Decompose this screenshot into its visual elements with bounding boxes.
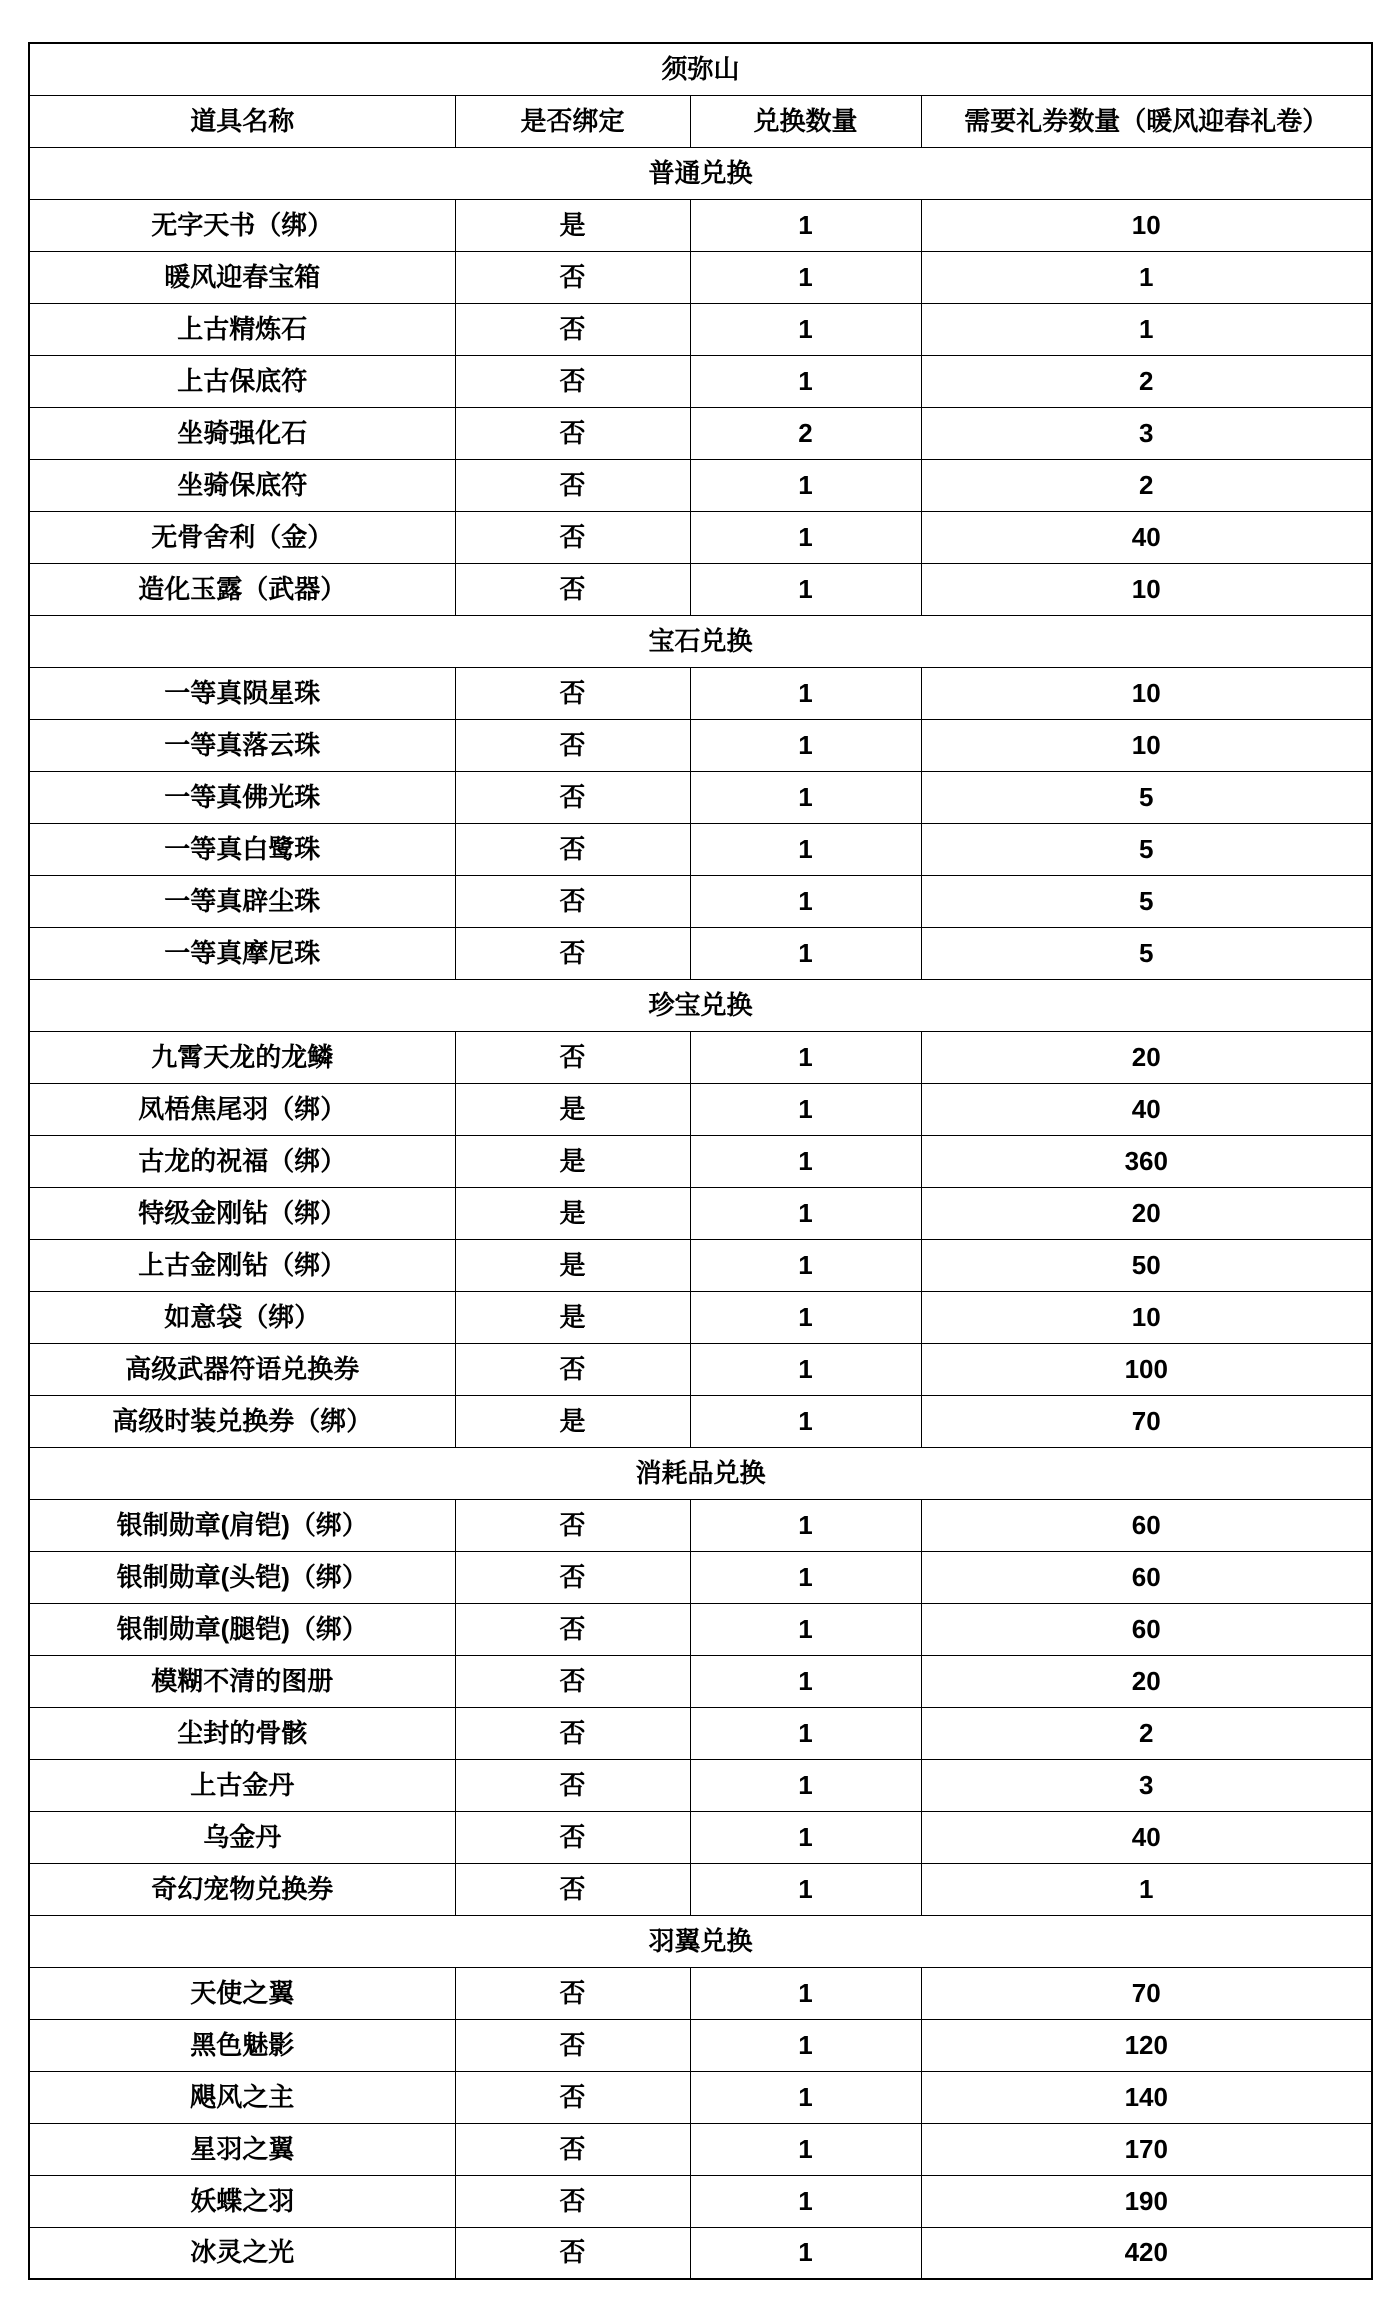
ticket-cost-cell: 70 xyxy=(921,1395,1372,1447)
ticket-cost-cell: 70 xyxy=(921,1967,1372,2019)
ticket-cost-cell: 190 xyxy=(921,2175,1372,2227)
bind-flag-cell: 否 xyxy=(455,459,690,511)
bind-flag-cell: 否 xyxy=(455,771,690,823)
item-row xyxy=(29,1863,1372,1915)
exchange-qty-cell: 1 xyxy=(690,927,921,979)
exchange-qty-cell: 1 xyxy=(690,1083,921,1135)
exchange-qty-cell: 1 xyxy=(690,1655,921,1707)
column-header-bind-flag: 是否绑定 xyxy=(455,95,690,147)
exchange-qty-cell: 1 xyxy=(690,1031,921,1083)
bind-flag-cell: 否 xyxy=(455,1655,690,1707)
item-row xyxy=(29,1499,1372,1551)
bind-flag-cell: 否 xyxy=(455,2071,690,2123)
item-row xyxy=(29,251,1372,303)
item-row xyxy=(29,1343,1372,1395)
bind-flag-cell: 否 xyxy=(455,563,690,615)
bind-flag-cell: 否 xyxy=(455,927,690,979)
exchange-qty-cell: 1 xyxy=(690,511,921,563)
item-row xyxy=(29,1655,1372,1707)
item-row xyxy=(29,771,1372,823)
bind-flag-cell: 否 xyxy=(455,1551,690,1603)
exchange-qty-cell: 1 xyxy=(690,2071,921,2123)
ticket-cost-cell: 10 xyxy=(921,667,1372,719)
ticket-cost-cell: 60 xyxy=(921,1551,1372,1603)
ticket-cost-cell: 120 xyxy=(921,2019,1372,2071)
ticket-cost-cell: 3 xyxy=(921,1759,1372,1811)
ticket-cost-cell: 20 xyxy=(921,1187,1372,1239)
bind-flag-cell: 否 xyxy=(455,1863,690,1915)
item-row xyxy=(29,1759,1372,1811)
item-row xyxy=(29,1395,1372,1447)
ticket-cost-cell: 10 xyxy=(921,199,1372,251)
item-row xyxy=(29,2227,1372,2279)
item-row xyxy=(29,199,1372,251)
ticket-cost-cell: 20 xyxy=(921,1655,1372,1707)
item-row xyxy=(29,1135,1372,1187)
bind-flag-cell: 是 xyxy=(455,1187,690,1239)
exchange-qty-cell: 1 xyxy=(690,875,921,927)
ticket-cost-cell: 420 xyxy=(921,2227,1372,2279)
item-row xyxy=(29,1603,1372,1655)
item-row xyxy=(29,1083,1372,1135)
section-row xyxy=(29,1447,1372,1499)
ticket-cost-cell: 1 xyxy=(921,251,1372,303)
item-row xyxy=(29,719,1372,771)
exchange-qty-cell: 1 xyxy=(690,1291,921,1343)
bind-flag-cell: 否 xyxy=(455,303,690,355)
item-row xyxy=(29,407,1372,459)
item-name-cell: 无字天书（绑） xyxy=(29,199,455,251)
exchange-qty-cell: 1 xyxy=(690,1551,921,1603)
ticket-cost-cell: 40 xyxy=(921,511,1372,563)
bind-flag-cell: 是 xyxy=(455,1291,690,1343)
exchange-qty-cell: 1 xyxy=(690,719,921,771)
ticket-cost-cell: 5 xyxy=(921,823,1372,875)
item-row xyxy=(29,303,1372,355)
bind-flag-cell: 否 xyxy=(455,407,690,459)
item-row xyxy=(29,1291,1372,1343)
table-body xyxy=(29,43,1372,2279)
bind-flag-cell: 否 xyxy=(455,355,690,407)
bind-flag-cell: 否 xyxy=(455,2123,690,2175)
item-name-cell: 天使之翼 xyxy=(29,1967,455,2019)
bind-flag-cell: 是 xyxy=(455,199,690,251)
item-row xyxy=(29,1707,1372,1759)
bind-flag-cell: 否 xyxy=(455,2175,690,2227)
exchange-qty-cell: 1 xyxy=(690,2175,921,2227)
exchange-qty-cell: 1 xyxy=(690,771,921,823)
ticket-cost-cell: 100 xyxy=(921,1343,1372,1395)
item-row xyxy=(29,2071,1372,2123)
item-name-cell: 冰灵之光 xyxy=(29,2227,455,2279)
section-title: 羽翼兑换 xyxy=(29,1915,1372,1967)
ticket-cost-cell: 2 xyxy=(921,459,1372,511)
exchange-qty-cell: 1 xyxy=(690,355,921,407)
ticket-cost-cell: 360 xyxy=(921,1135,1372,1187)
bind-flag-cell: 否 xyxy=(455,1707,690,1759)
item-name-cell: 九霄天龙的龙鳞 xyxy=(29,1031,455,1083)
item-name-cell: 银制勋章(头铠)（绑） xyxy=(29,1551,455,1603)
exchange-qty-cell: 1 xyxy=(690,1603,921,1655)
item-row xyxy=(29,667,1372,719)
item-row xyxy=(29,511,1372,563)
exchange-table-container xyxy=(28,42,1371,2280)
item-name-cell: 上古精炼石 xyxy=(29,303,455,355)
exchange-qty-cell: 1 xyxy=(690,1759,921,1811)
column-header-item-name: 道具名称 xyxy=(29,95,455,147)
item-row xyxy=(29,1187,1372,1239)
ticket-cost-cell: 20 xyxy=(921,1031,1372,1083)
bind-flag-cell: 是 xyxy=(455,1083,690,1135)
ticket-cost-cell: 40 xyxy=(921,1083,1372,1135)
item-name-cell: 奇幻宠物兑换券 xyxy=(29,1863,455,1915)
item-name-cell: 高级武器符语兑换券 xyxy=(29,1343,455,1395)
section-title: 普通兑换 xyxy=(29,147,1372,199)
bind-flag-cell: 否 xyxy=(455,2019,690,2071)
exchange-qty-cell: 1 xyxy=(690,2019,921,2071)
exchange-qty-cell: 1 xyxy=(690,1135,921,1187)
item-row xyxy=(29,823,1372,875)
ticket-cost-cell: 40 xyxy=(921,1811,1372,1863)
item-name-cell: 上古保底符 xyxy=(29,355,455,407)
section-title: 消耗品兑换 xyxy=(29,1447,1372,1499)
item-name-cell: 如意袋（绑） xyxy=(29,1291,455,1343)
exchange-qty-cell: 1 xyxy=(690,667,921,719)
item-name-cell: 古龙的祝福（绑） xyxy=(29,1135,455,1187)
item-row xyxy=(29,1811,1372,1863)
item-name-cell: 星羽之翼 xyxy=(29,2123,455,2175)
exchange-qty-cell: 1 xyxy=(690,1239,921,1291)
exchange-qty-cell: 2 xyxy=(690,407,921,459)
exchange-qty-cell: 1 xyxy=(690,1707,921,1759)
title-row xyxy=(29,43,1372,95)
table-title: 须弥山 xyxy=(29,43,1372,95)
item-row xyxy=(29,355,1372,407)
ticket-cost-cell: 10 xyxy=(921,719,1372,771)
bind-flag-cell: 否 xyxy=(455,667,690,719)
item-row xyxy=(29,2123,1372,2175)
item-name-cell: 无骨舍利（金） xyxy=(29,511,455,563)
exchange-qty-cell: 1 xyxy=(690,563,921,615)
column-header-exchange-qty: 兑换数量 xyxy=(690,95,921,147)
exchange-table xyxy=(28,42,1373,2280)
exchange-qty-cell: 1 xyxy=(690,823,921,875)
bind-flag-cell: 是 xyxy=(455,1239,690,1291)
item-row xyxy=(29,1031,1372,1083)
item-name-cell: 银制勋章(腿铠)（绑） xyxy=(29,1603,455,1655)
item-row xyxy=(29,927,1372,979)
bind-flag-cell: 否 xyxy=(455,1967,690,2019)
item-name-cell: 黑色魅影 xyxy=(29,2019,455,2071)
column-header-ticket-cost: 需要礼券数量（暖风迎春礼卷） xyxy=(921,95,1372,147)
ticket-cost-cell: 2 xyxy=(921,355,1372,407)
ticket-cost-cell: 2 xyxy=(921,1707,1372,1759)
item-name-cell: 模糊不清的图册 xyxy=(29,1655,455,1707)
ticket-cost-cell: 5 xyxy=(921,771,1372,823)
bind-flag-cell: 否 xyxy=(455,511,690,563)
section-row xyxy=(29,615,1372,667)
exchange-qty-cell: 1 xyxy=(690,459,921,511)
ticket-cost-cell: 140 xyxy=(921,2071,1372,2123)
ticket-cost-cell: 3 xyxy=(921,407,1372,459)
exchange-qty-cell: 1 xyxy=(690,1499,921,1551)
bind-flag-cell: 否 xyxy=(455,875,690,927)
ticket-cost-cell: 10 xyxy=(921,563,1372,615)
item-name-cell: 乌金丹 xyxy=(29,1811,455,1863)
item-name-cell: 坐骑保底符 xyxy=(29,459,455,511)
bind-flag-cell: 否 xyxy=(455,2227,690,2279)
item-name-cell: 飓风之主 xyxy=(29,2071,455,2123)
exchange-qty-cell: 1 xyxy=(690,2123,921,2175)
ticket-cost-cell: 170 xyxy=(921,2123,1372,2175)
item-row xyxy=(29,563,1372,615)
exchange-qty-cell: 1 xyxy=(690,1811,921,1863)
section-title: 宝石兑换 xyxy=(29,615,1372,667)
item-row xyxy=(29,2019,1372,2071)
section-row xyxy=(29,1915,1372,1967)
bind-flag-cell: 否 xyxy=(455,1759,690,1811)
exchange-qty-cell: 1 xyxy=(690,2227,921,2279)
bind-flag-cell: 是 xyxy=(455,1395,690,1447)
item-name-cell: 暖风迎春宝箱 xyxy=(29,251,455,303)
item-name-cell: 妖蝶之羽 xyxy=(29,2175,455,2227)
ticket-cost-cell: 1 xyxy=(921,303,1372,355)
item-row xyxy=(29,1967,1372,2019)
bind-flag-cell: 是 xyxy=(455,1135,690,1187)
item-name-cell: 一等真摩尼珠 xyxy=(29,927,455,979)
bind-flag-cell: 否 xyxy=(455,1603,690,1655)
exchange-qty-cell: 1 xyxy=(690,1187,921,1239)
item-name-cell: 凤梧焦尾羽（绑） xyxy=(29,1083,455,1135)
item-name-cell: 一等真辟尘珠 xyxy=(29,875,455,927)
bind-flag-cell: 否 xyxy=(455,1343,690,1395)
header-row xyxy=(29,95,1372,147)
exchange-qty-cell: 1 xyxy=(690,251,921,303)
item-name-cell: 一等真陨星珠 xyxy=(29,667,455,719)
bind-flag-cell: 否 xyxy=(455,1031,690,1083)
ticket-cost-cell: 10 xyxy=(921,1291,1372,1343)
ticket-cost-cell: 50 xyxy=(921,1239,1372,1291)
ticket-cost-cell: 1 xyxy=(921,1863,1372,1915)
item-name-cell: 一等真落云珠 xyxy=(29,719,455,771)
item-name-cell: 坐骑强化石 xyxy=(29,407,455,459)
ticket-cost-cell: 5 xyxy=(921,927,1372,979)
exchange-qty-cell: 1 xyxy=(690,1863,921,1915)
item-name-cell: 一等真白鹭珠 xyxy=(29,823,455,875)
exchange-qty-cell: 1 xyxy=(690,1395,921,1447)
bind-flag-cell: 否 xyxy=(455,1499,690,1551)
item-name-cell: 造化玉露（武器） xyxy=(29,563,455,615)
item-row xyxy=(29,875,1372,927)
bind-flag-cell: 否 xyxy=(455,719,690,771)
exchange-qty-cell: 1 xyxy=(690,303,921,355)
item-name-cell: 高级时装兑换券（绑） xyxy=(29,1395,455,1447)
item-name-cell: 上古金丹 xyxy=(29,1759,455,1811)
bind-flag-cell: 否 xyxy=(455,823,690,875)
ticket-cost-cell: 60 xyxy=(921,1603,1372,1655)
item-row xyxy=(29,1239,1372,1291)
item-row xyxy=(29,2175,1372,2227)
item-name-cell: 一等真佛光珠 xyxy=(29,771,455,823)
item-name-cell: 银制勋章(肩铠)（绑） xyxy=(29,1499,455,1551)
bind-flag-cell: 否 xyxy=(455,251,690,303)
exchange-qty-cell: 1 xyxy=(690,199,921,251)
item-name-cell: 尘封的骨骸 xyxy=(29,1707,455,1759)
section-row xyxy=(29,147,1372,199)
exchange-qty-cell: 1 xyxy=(690,1343,921,1395)
item-row xyxy=(29,1551,1372,1603)
section-title: 珍宝兑换 xyxy=(29,979,1372,1031)
bind-flag-cell: 否 xyxy=(455,1811,690,1863)
item-name-cell: 上古金刚钻（绑） xyxy=(29,1239,455,1291)
item-name-cell: 特级金刚钻（绑） xyxy=(29,1187,455,1239)
ticket-cost-cell: 5 xyxy=(921,875,1372,927)
ticket-cost-cell: 60 xyxy=(921,1499,1372,1551)
section-row xyxy=(29,979,1372,1031)
item-row xyxy=(29,459,1372,511)
exchange-qty-cell: 1 xyxy=(690,1967,921,2019)
